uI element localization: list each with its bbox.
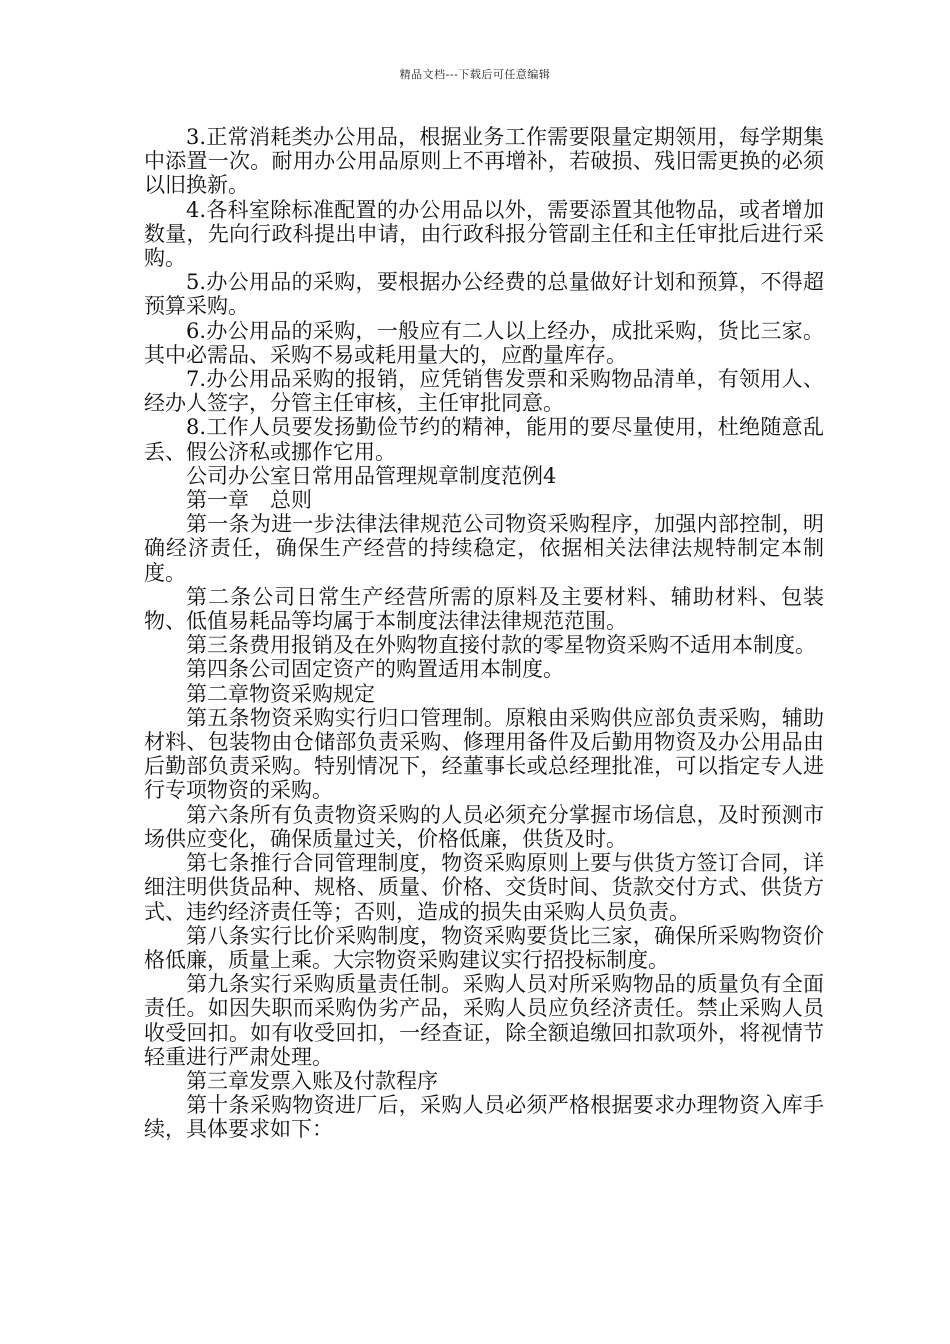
paragraph-item-5: 5.办公用品的采购，要根据办公经费的总量做好计划和预算，不得超预算采购。: [144, 270, 824, 319]
paragraph-item-4: 4.各科室除标准配置的办公用品以外，需要添置其他物品，或者增加数量，先向行政科提出申请，由行政科报分管副主任和主任审批后进行采购。: [144, 197, 824, 271]
paragraph-item-6: 6.办公用品的采购，一般应有二人以上经办，成批采购，货比三家。其中必需品、采购不易或耗用量大的，应酌量库存。: [144, 318, 824, 367]
section-title: 公司办公室日常用品管理规章制度范例4: [186, 463, 557, 488]
article-6: 第六条所有负责物资采购的人员必须充分掌握市场信息，及时预测市场供应变化，确保质量过关，价格低廉，供货及时。: [144, 802, 824, 851]
paragraph-item-3: 3.正常消耗类办公用品，根据业务工作需要限量定期领用，每学期集中添置一次。耐用办公用品原则上不再增补，若破损、残旧需更换的必须以旧换新。: [144, 125, 824, 198]
article-9: 第九条实行采购质量责任制。采购人员对所采购物品的质量负有全面责任。如因失职而采购伪劣产品，采购人员应负经济责任。禁止采购人员收受回扣。如有收受回扣，一经查证，除全额追缴回扣款项外，将视情节轻重进行严肃处理。: [144, 972, 824, 1069]
chapter-3-heading: 第三章发票入账及付款程序: [186, 1068, 438, 1093]
article-1: 第一条为进一步法律法律规范公司物资采购程序，加强内部控制，明确经济责任，确保生产经营的持续稳定，依据相关法律法规特制定本制度。: [144, 512, 824, 585]
article-10: 第十条采购物资进厂后，采购人员必须严格根据要求办理物资入库手续，具体要求如下：: [144, 1093, 824, 1142]
article-5: 第五条物资采购实行归口管理制。原粮由采购供应部负责采购，辅助材料、包装物由仓储部负责采购、修理用备件及后勤用物资及办公用品由后勤部负责采购。特别情况下，经董事长或总经理批准，可以指定专人进行专项物资的采购。: [144, 705, 824, 803]
document-body: [144, 125, 824, 1142]
paragraph-item-8: 8.工作人员要发扬勤俭节约的精神，能用的要尽量使用，杜绝随意乱丢、假公济私或挪作它用。: [144, 415, 824, 464]
article-3: 第三条费用报销及在外购物直接付款的零星物资采购不适用本制度。: [186, 633, 816, 658]
article-8: 第八条实行比价采购制度，物资采购要货比三家，确保所采购物资价格低廉，质量上乘。大宗物资采购建议实行招投标制度。: [144, 923, 824, 972]
chapter-2-heading: 第二章物资采购规定: [186, 681, 375, 706]
paragraph-item-7: 7.办公用品采购的报销，应凭销售发票和采购物品清单，有领用人、经办人签字，分管主任审核，主任审批同意。: [144, 367, 824, 416]
article-4: 第四条公司固定资产的购置适用本制度。: [186, 657, 564, 682]
chapter-1-heading: 第一章 总则: [186, 488, 312, 513]
page-header: 精品文档---下载后可任意编辑: [399, 68, 551, 81]
article-7: 第七条推行合同管理制度，物资采购原则上要与供货方签订合同，详细注明供货品种、规格、质量、价格、交货时间、货款交付方式、供货方式、违约经济责任等；否则，造成的损失由采购人员负责。: [144, 851, 824, 924]
article-2: 第二条公司日常生产经营所需的原料及主要材料、辅助材料、包装物、低值易耗品等均属于本制度法律法律规范范围。: [144, 584, 824, 634]
